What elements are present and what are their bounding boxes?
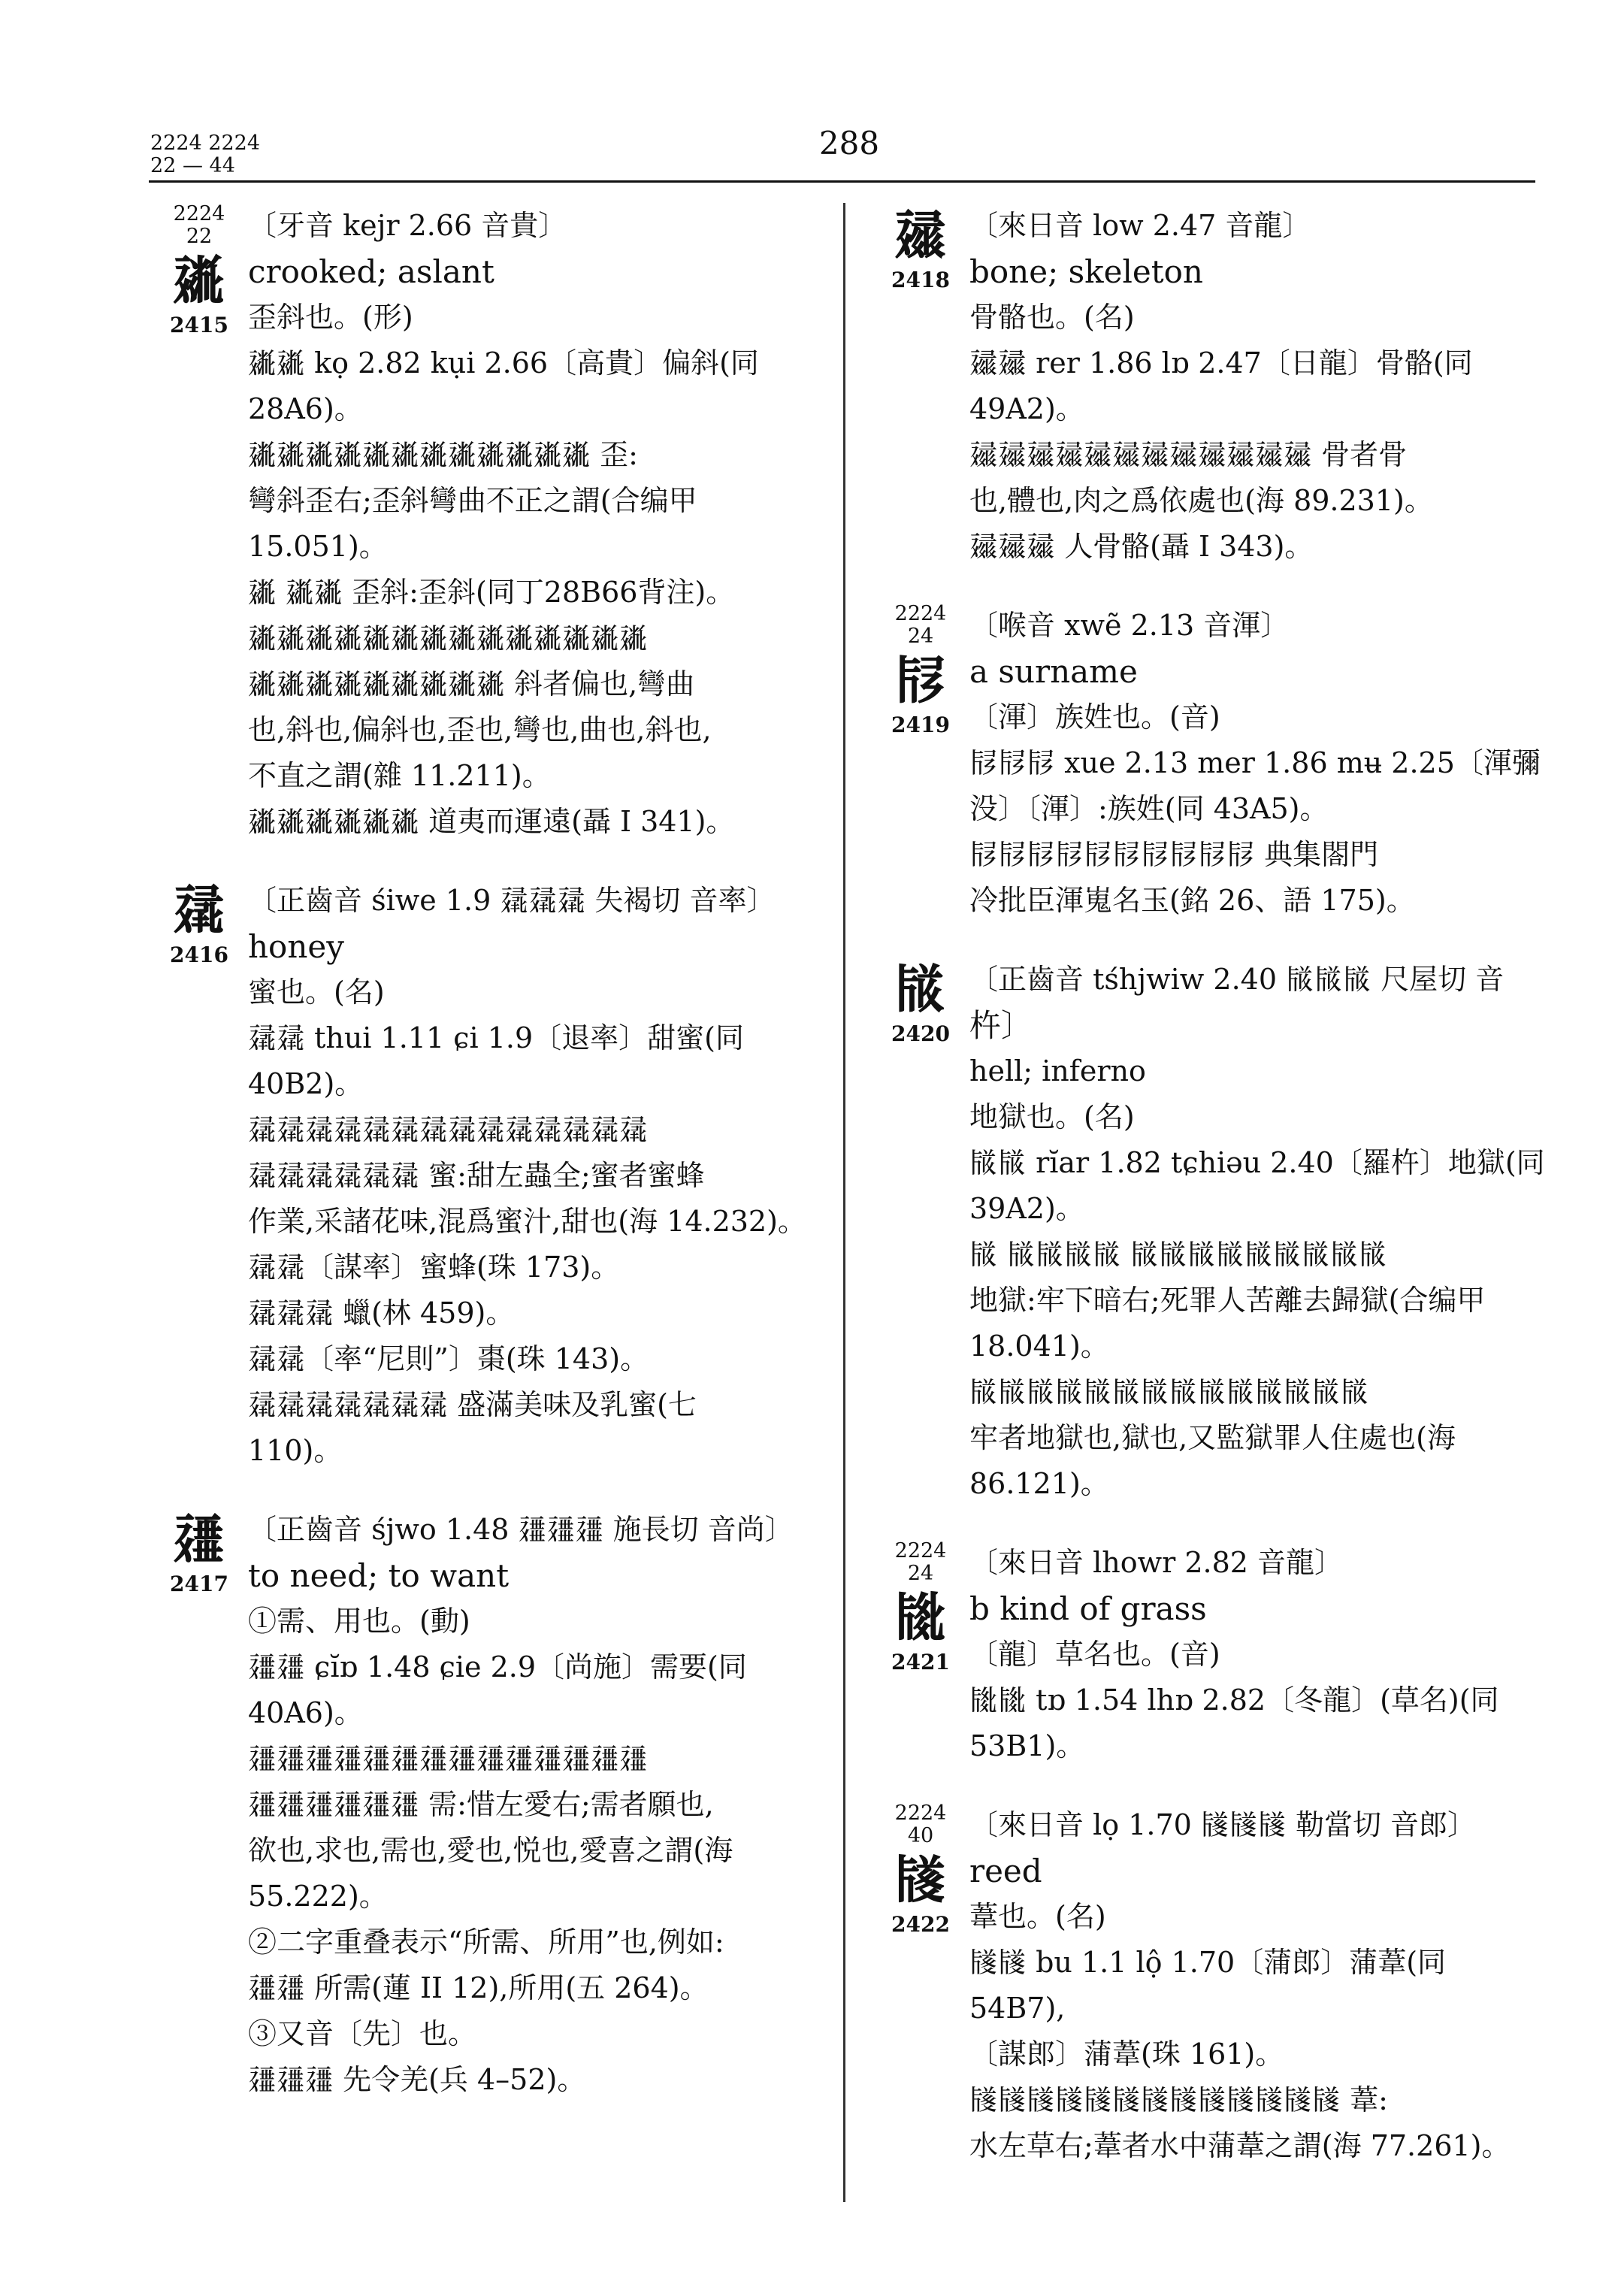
entry-line: ③又音〔先〕也。 bbox=[248, 2017, 477, 2050]
entry-body bbox=[248, 1507, 827, 2103]
entry-line: 55.222)。 bbox=[248, 1880, 388, 1913]
dictionary-entry bbox=[872, 1540, 1548, 1769]
header-code-top: 2224 2224 bbox=[150, 132, 261, 155]
entry-line: 86.121)。 bbox=[969, 1467, 1109, 1500]
entry-line: 水左草右;葦者水中蒲葦之謂(海 77.261)。 bbox=[969, 2129, 1511, 2162]
entry-line: 𗡶 𗡶𗡶 歪斜:歪斜(同丁28B66背注)。 bbox=[248, 576, 735, 609]
entry-line: 〔渾〕族姓也。(音) bbox=[969, 700, 1220, 734]
entry-line: 也,斜也,偏斜也,歪也,彎也,曲也,斜也, bbox=[248, 713, 712, 746]
entry-line: 𗡺𗡺𗡺𗡺𗡺𗡺𗡺𗡺𗡺𗡺 典集閤門 bbox=[969, 838, 1379, 871]
entry-line: 彎斜歪右;歪斜彎曲不正之謂(合编甲 bbox=[248, 484, 697, 517]
entry-line: 骨骼也。(名) bbox=[969, 301, 1135, 334]
entry-line: 〔牙音 kejr 2.66 音貴〕 bbox=[248, 209, 567, 242]
entry-line: 不直之謂(雜 11.211)。 bbox=[248, 759, 551, 792]
headword-glyph: 𗡻 bbox=[894, 958, 947, 1020]
entry-line: 〔來日音 lhowr 2.82 音龍〕 bbox=[969, 1546, 1344, 1579]
entry-line: 〔喉音 xwẽ 2.13 音渾〕 bbox=[969, 609, 1290, 642]
entry-line: 也,體也,肉之爲依處也(海 89.231)。 bbox=[969, 484, 1433, 517]
entry-line: 没〕〔渾〕:族姓(同 43A5)。 bbox=[969, 792, 1329, 825]
entry-line: 𗡷𗡷 thui 1.11 ɕi 1.9〔退率〕甜蜜(同40B2)。 bbox=[248, 1021, 744, 1100]
entry-code-sub: 24 bbox=[907, 1562, 934, 1585]
entry-line: 𗡸𗡸𗡸𗡸𗡸𗡸 需:惜左愛右;需者願也, bbox=[248, 1788, 714, 1821]
entry-number: 2418 bbox=[891, 268, 950, 292]
english-gloss: bone; skeleton bbox=[969, 253, 1203, 290]
entry-number: 2420 bbox=[891, 1021, 950, 1046]
entry-line: 𗡻𗡻𗡻𗡻𗡻𗡻𗡻𗡻𗡻𗡻𗡻𗡻𗡻𗡻 bbox=[969, 1375, 1370, 1408]
dictionary-entry bbox=[872, 1802, 1548, 2169]
entry-line: 𗡸𗡸 ɕĭɒ 1.48 ɕie 2.9〔尚施〕需要(同 bbox=[248, 1650, 747, 1684]
entry-sidebar bbox=[872, 1802, 969, 2169]
entry-line: 〔正齒音 śiwe 1.9 𗡷𗡷𗡷 失褐切 音率〕 bbox=[248, 884, 776, 917]
entry-line: 𗡹𗡹𗡹𗡹𗡹𗡹𗡹𗡹𗡹𗡹𗡹𗡹 骨者骨 bbox=[969, 438, 1408, 471]
entry-sidebar bbox=[872, 957, 969, 1507]
entry-line: 110)。 bbox=[248, 1434, 343, 1467]
entry-line: 作業,采諸花味,混爲蜜汁,甜也(海 14.232)。 bbox=[248, 1205, 806, 1238]
entry-line: 𗡻 𗡻𗡻𗡻𗡻 𗡻𗡻𗡻𗡻𗡻𗡻𗡻𗡻𗡻 bbox=[969, 1238, 1388, 1271]
entry-body bbox=[969, 203, 1548, 570]
entry-line: 〔龍〕草名也。(音) bbox=[969, 1638, 1220, 1671]
entry-line: 〔謀郎〕蒲葦(珠 161)。 bbox=[969, 2037, 1284, 2071]
headword-glyph: 𗡶 bbox=[173, 250, 225, 311]
entry-line: hell; inferno bbox=[969, 1054, 1146, 1088]
entry-body bbox=[969, 1802, 1548, 2169]
entry-number: 2416 bbox=[170, 942, 228, 967]
entry-line: 地獄:牢下暗右;死罪人苦離去歸獄(合编甲 bbox=[969, 1284, 1486, 1317]
entry-line: 𗡸𗡸𗡸𗡸𗡸𗡸𗡸𗡸𗡸𗡸𗡸𗡸𗡸𗡸 bbox=[248, 1742, 649, 1775]
entry-sidebar bbox=[872, 1540, 969, 1769]
entry-line: 39A2)。 bbox=[969, 1192, 1084, 1225]
english-gloss: to need; to want bbox=[248, 1557, 510, 1594]
entry-line: ②二字重叠表示“所需、所用”也,例如: bbox=[248, 1926, 724, 1959]
entry-line: 𗡶𗡶𗡶𗡶𗡶𗡶𗡶𗡶𗡶𗡶𗡶𗡶 歪: bbox=[248, 438, 638, 471]
column-right bbox=[872, 203, 1548, 2202]
header-code-bottom: 22 — 44 bbox=[150, 154, 235, 177]
entry-body bbox=[248, 203, 827, 845]
english-gloss: 杵〕 bbox=[969, 1007, 1033, 1044]
entry-line: 53B1)。 bbox=[969, 1729, 1085, 1762]
entry-body bbox=[969, 603, 1548, 924]
headword-glyph: 𗡷 bbox=[173, 879, 225, 941]
entry-code-top: 2224 bbox=[894, 602, 947, 625]
entry-line: 𗡷𗡷𗡷 蠟(林 459)。 bbox=[248, 1296, 515, 1330]
column-left bbox=[150, 203, 827, 2136]
page-number: 288 bbox=[818, 125, 880, 162]
entry-line: 葦也。(名) bbox=[969, 1900, 1106, 1933]
entry-line: 𗡶𗡶𗡶𗡶𗡶𗡶𗡶𗡶𗡶𗡶𗡶𗡶𗡶𗡶 bbox=[248, 622, 649, 655]
entry-line: 𗡶𗡶𗡶𗡶𗡶𗡶 道夷而運遠(聶 I 341)。 bbox=[248, 805, 735, 838]
header-rule bbox=[149, 180, 1535, 183]
entry-code-top: 2224 bbox=[894, 1802, 947, 1825]
header-code bbox=[150, 132, 260, 177]
entry-line: 〔正齒音 tśhjwiw 2.40 𗡻𗡻𗡻 尺屋切 音 bbox=[969, 963, 1505, 996]
entry-line: 𗡷𗡷𗡷𗡷𗡷𗡷 蜜:甜左蟲全;蜜者蜜蜂 bbox=[248, 1159, 705, 1192]
entry-line: 〔來日音 low 2.47 音龍〕 bbox=[969, 209, 1311, 242]
entry-line: 𗡷𗡷𗡷𗡷𗡷𗡷𗡷𗡷𗡷𗡷𗡷𗡷𗡷𗡷 bbox=[248, 1113, 649, 1146]
dictionary-entry bbox=[872, 957, 1548, 1507]
entry-line: ①需、用也。(動) bbox=[248, 1605, 470, 1638]
entry-line: 𗡼𗡼 tɒ 1.54 lhɒ 2.82〔冬龍〕(草名)(同 bbox=[969, 1684, 1499, 1717]
entry-code-top: 2224 bbox=[173, 202, 225, 225]
entry-sidebar bbox=[872, 603, 969, 924]
entry-line: 40A6)。 bbox=[248, 1696, 363, 1729]
entry-line: 𗡶𗡶𗡶𗡶𗡶𗡶𗡶𗡶𗡶 斜者偏也,彎曲 bbox=[248, 667, 695, 700]
entry-number: 2421 bbox=[891, 1650, 950, 1674]
entry-line: 歪斜也。(形) bbox=[248, 301, 413, 334]
entry-line: 牢者地獄也,獄也,又監獄罪人住處也(海 bbox=[969, 1421, 1456, 1454]
entry-line: 15.051)。 bbox=[248, 530, 388, 563]
entry-line: 𗡽𗡽𗡽𗡽𗡽𗡽𗡽𗡽𗡽𗡽𗡽𗡽𗡽 葦: bbox=[969, 2083, 1388, 2116]
entry-number: 2417 bbox=[170, 1572, 228, 1596]
entry-line: 𗡽𗡽 bu 1.1 lộ 1.70〔蒲郎〕蒲葦(同 54B7), bbox=[969, 1946, 1447, 2025]
headword-glyph: 𗡽 bbox=[894, 1849, 947, 1910]
headword-glyph: 𗡼 bbox=[894, 1587, 947, 1648]
entry-body bbox=[248, 878, 827, 1474]
entry-sidebar bbox=[150, 1507, 248, 2103]
headword-glyph: 𗡺 bbox=[894, 649, 947, 711]
entry-line: 𗡶𗡶 kọ 2.82 kụi 2.66〔高貴〕偏斜(同28A6)。 bbox=[248, 346, 759, 425]
entry-line: 冷批臣渾嵬名玉(銘 26、語 175)。 bbox=[969, 884, 1415, 917]
dictionary-entry bbox=[150, 878, 827, 1474]
headword-glyph: 𗡸 bbox=[173, 1508, 225, 1570]
english-gloss: crooked; aslant bbox=[248, 253, 494, 290]
entry-line: 〔正齒音 śjwo 1.48 𗡸𗡸𗡸 施長切 音尚〕 bbox=[248, 1513, 794, 1546]
entry-body bbox=[969, 957, 1548, 1507]
entry-line: 〔來日音 lọ 1.70 𗡽𗡽𗡽 勒當切 音郎〕 bbox=[969, 1808, 1477, 1841]
entry-line: 蜜也。(名) bbox=[248, 976, 385, 1009]
entry-sidebar bbox=[150, 203, 248, 845]
entry-code-top: 2224 bbox=[894, 1539, 947, 1563]
entry-sidebar bbox=[872, 203, 969, 570]
column-divider bbox=[843, 203, 845, 2202]
english-gloss: honey bbox=[248, 928, 344, 965]
entry-line: 𗡷𗡷𗡷𗡷𗡷𗡷𗡷 盛滿美味及乳蜜(七 bbox=[248, 1388, 697, 1421]
dictionary-entry bbox=[150, 1507, 827, 2103]
entry-line: 𗡸𗡸 所需(蓮 II 12),所用(五 264)。 bbox=[248, 1971, 709, 2004]
entry-line: 𗡷𗡷〔率“尼則”〕棗(珠 143)。 bbox=[248, 1342, 649, 1375]
entry-body bbox=[969, 1540, 1548, 1769]
english-gloss: reed bbox=[969, 1853, 1042, 1889]
entry-number: 2422 bbox=[891, 1912, 950, 1937]
entry-line: 𗡹𗡹𗡹 人骨骼(聶 I 343)。 bbox=[969, 530, 1314, 563]
dictionary-entry bbox=[150, 203, 827, 845]
entry-line: 18.041)。 bbox=[969, 1330, 1109, 1363]
dictionary-entry bbox=[872, 603, 1548, 924]
english-gloss: b kind of grass bbox=[969, 1590, 1207, 1627]
entry-line: 𗡺𗡺𗡺 xue 2.13 mer 1.86 mʉ 2.25〔渾彌 bbox=[969, 746, 1541, 779]
entry-number: 2415 bbox=[170, 313, 228, 337]
dictionary-entry bbox=[872, 203, 1548, 570]
entry-code-sub: 24 bbox=[907, 625, 934, 648]
english-gloss: a surname bbox=[969, 653, 1138, 690]
entry-code-sub: 22 bbox=[186, 225, 213, 248]
headword-glyph: 𗡹 bbox=[894, 204, 947, 266]
entry-line: 𗡷𗡷〔謀率〕蜜蜂(珠 173)。 bbox=[248, 1251, 620, 1284]
entry-line: 𗡸𗡸𗡸 先令羌(兵 4–52)。 bbox=[248, 2063, 586, 2096]
entry-sidebar bbox=[150, 878, 248, 1474]
entry-line: 𗡻𗡻 rĭar 1.82 tɕhiəu 2.40〔羅杵〕地獄(同 bbox=[969, 1146, 1545, 1179]
entry-line: 地獄也。(名) bbox=[969, 1100, 1135, 1133]
entry-line: 𗡹𗡹 rer 1.86 lɒ 2.47〔日龍〕骨骼(同 49A2)。 bbox=[969, 346, 1473, 425]
entry-line: 欲也,求也,需也,愛也,悦也,愛喜之謂(海 bbox=[248, 1834, 733, 1867]
entry-code-sub: 40 bbox=[907, 1824, 934, 1847]
entry-number: 2419 bbox=[891, 712, 950, 737]
